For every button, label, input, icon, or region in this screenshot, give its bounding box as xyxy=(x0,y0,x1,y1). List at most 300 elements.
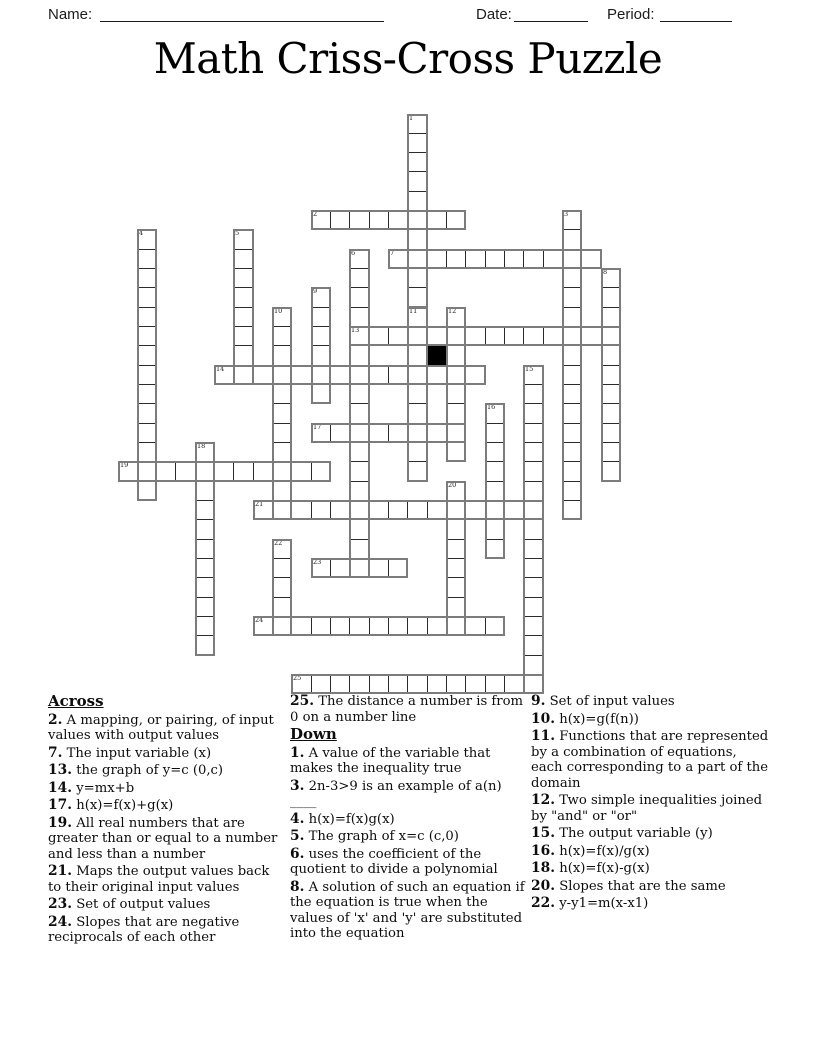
grid-cell[interactable] xyxy=(195,616,215,636)
grid-cell[interactable] xyxy=(407,191,428,211)
grid-cell[interactable] xyxy=(272,442,292,462)
clue-1: 1. A value of the variable that makes the inequality true xyxy=(290,744,491,776)
clue-23: 23. Set of output values xyxy=(48,896,211,912)
grid-cell[interactable] xyxy=(195,539,215,559)
grid-cell[interactable] xyxy=(330,674,350,694)
grid-cell[interactable] xyxy=(562,500,582,520)
clue-19: 19. All real numbers that are greater than or equal to a number and less than a number xyxy=(48,814,278,862)
across-section-header: Across xyxy=(48,692,104,710)
grid-cell[interactable] xyxy=(195,461,215,482)
grid-cell[interactable] xyxy=(523,616,544,636)
grid-cell[interactable] xyxy=(272,384,292,404)
clue-6: 6. uses the coefficient of the quotient to divide a polynomial xyxy=(290,845,498,877)
grid-cell[interactable] xyxy=(407,210,428,230)
grid-cell[interactable] xyxy=(485,461,505,482)
grid-cell[interactable] xyxy=(465,500,486,520)
grid-cell[interactable] xyxy=(388,423,408,443)
grid-cell[interactable] xyxy=(311,384,331,404)
grid-cell[interactable] xyxy=(369,326,389,346)
grid-cell[interactable] xyxy=(388,365,408,385)
grid-cell[interactable] xyxy=(427,674,447,694)
grid-cell[interactable] xyxy=(407,133,428,153)
grid-cell[interactable] xyxy=(214,461,234,482)
grid-cell[interactable] xyxy=(427,616,447,636)
clue-column-3 xyxy=(531,694,769,914)
grid-cell[interactable] xyxy=(118,461,138,482)
grid-cell[interactable] xyxy=(311,365,331,385)
grid-cell[interactable] xyxy=(523,655,544,675)
grid-cell[interactable] xyxy=(523,577,544,598)
grid-cell[interactable] xyxy=(195,500,215,520)
clue-number-label: 6 xyxy=(351,249,356,257)
grid-cell[interactable] xyxy=(330,500,350,520)
grid-cell[interactable] xyxy=(349,558,370,578)
grid-cell[interactable] xyxy=(272,307,292,327)
grid-cell[interactable] xyxy=(446,326,466,346)
grid-cell[interactable] xyxy=(388,558,408,578)
grid-cell[interactable] xyxy=(562,210,582,230)
grid-cell[interactable] xyxy=(349,616,370,636)
clue-13: 13. the graph of y=c (0,c) xyxy=(48,762,224,778)
clue-number-label: 24 xyxy=(255,616,264,624)
grid-cell[interactable] xyxy=(272,403,292,424)
grid-cell[interactable] xyxy=(233,345,254,366)
clue-16: 16. h(x)=f(x)/g(x) xyxy=(531,842,650,859)
grid-cell[interactable] xyxy=(233,461,254,482)
clue-number-label: 16 xyxy=(487,403,496,411)
grid-cell[interactable] xyxy=(272,500,292,520)
grid-cell[interactable] xyxy=(523,326,544,346)
grid-cell[interactable] xyxy=(137,249,157,269)
grid-cell[interactable] xyxy=(407,114,428,134)
grid-cell[interactable] xyxy=(523,461,544,482)
grid-cell[interactable] xyxy=(446,519,466,540)
grid-cell[interactable] xyxy=(311,500,331,520)
date-label: Date: xyxy=(476,6,512,23)
grid-cell[interactable] xyxy=(330,210,350,230)
grid-cell[interactable] xyxy=(427,210,447,230)
clue-number-label: 23 xyxy=(313,558,322,566)
grid-cell[interactable] xyxy=(388,674,408,694)
grid-cell[interactable] xyxy=(601,461,621,482)
grid-cell[interactable] xyxy=(446,345,466,366)
grid-cell[interactable] xyxy=(311,287,331,308)
grid-cell[interactable] xyxy=(349,249,370,269)
grid-cell[interactable] xyxy=(291,674,312,694)
grid-cell[interactable] xyxy=(272,345,292,366)
grid-cell[interactable] xyxy=(349,423,370,443)
grid-cell[interactable] xyxy=(407,616,428,636)
grid-cell[interactable] xyxy=(349,365,370,385)
grid-cell[interactable] xyxy=(407,229,428,250)
grid-cell[interactable] xyxy=(407,403,428,424)
clue-number-label: 17 xyxy=(313,423,322,431)
grid-cell[interactable] xyxy=(562,403,582,424)
grid-cell[interactable] xyxy=(330,365,350,385)
grid-cell[interactable] xyxy=(407,500,428,520)
grid-cell[interactable] xyxy=(407,326,428,346)
grid-cell[interactable] xyxy=(233,229,254,250)
grid-cell[interactable] xyxy=(601,442,621,462)
grid-cell[interactable] xyxy=(195,558,215,578)
grid-cell[interactable] xyxy=(272,558,292,578)
grid-cell[interactable] xyxy=(369,674,389,694)
grid-cell[interactable] xyxy=(388,210,408,230)
grid-cell[interactable] xyxy=(349,287,370,308)
clue-number-label: 20 xyxy=(448,481,457,489)
grid-cell[interactable] xyxy=(465,616,486,636)
grid-cell[interactable] xyxy=(349,384,370,404)
clue-column-1 xyxy=(48,694,286,948)
grid-cell[interactable] xyxy=(407,365,428,385)
grid-cell[interactable] xyxy=(291,461,312,482)
grid-cell[interactable] xyxy=(446,577,466,598)
grid-cell[interactable] xyxy=(388,249,408,269)
clue-number-label: 22 xyxy=(274,539,283,547)
grid-cell[interactable] xyxy=(330,423,350,443)
grid-cell[interactable] xyxy=(407,287,428,308)
grid-cell[interactable] xyxy=(523,519,544,540)
grid-cell[interactable] xyxy=(562,384,582,404)
clue-number-label: 14 xyxy=(216,365,225,373)
grid-cell[interactable] xyxy=(369,616,389,636)
grid-cell[interactable] xyxy=(601,287,621,308)
grid-cell[interactable] xyxy=(601,345,621,366)
grid-cell[interactable] xyxy=(369,558,389,578)
grid-cell[interactable] xyxy=(233,249,254,269)
grid-cell[interactable] xyxy=(427,423,447,443)
grid-cell[interactable] xyxy=(407,423,428,443)
grid-cell[interactable] xyxy=(427,326,447,346)
grid-cell[interactable] xyxy=(311,326,331,346)
grid-cell[interactable] xyxy=(601,307,621,327)
grid-cell[interactable] xyxy=(349,345,370,366)
grid-cell[interactable] xyxy=(543,326,563,346)
grid-cell[interactable] xyxy=(427,500,447,520)
grid-cell[interactable] xyxy=(446,597,466,617)
grid-cell[interactable] xyxy=(349,481,370,501)
grid-cell[interactable] xyxy=(233,326,254,346)
grid-cell[interactable] xyxy=(427,365,447,385)
clue-number-label: 10 xyxy=(274,307,283,315)
grid-cell[interactable] xyxy=(446,249,466,269)
grid-cell[interactable] xyxy=(407,171,428,192)
grid-cell[interactable] xyxy=(272,423,292,443)
grid-cell[interactable] xyxy=(349,442,370,462)
grid-cell[interactable] xyxy=(137,326,157,346)
grid-cell[interactable] xyxy=(523,365,544,385)
grid-cell[interactable] xyxy=(485,616,505,636)
grid-cell[interactable] xyxy=(485,539,505,559)
grid-cell[interactable] xyxy=(311,307,331,327)
grid-cell[interactable] xyxy=(272,616,292,636)
grid-cell[interactable] xyxy=(485,442,505,462)
clue-number-label: 4 xyxy=(139,229,144,237)
grid-cell[interactable] xyxy=(523,674,544,694)
grid-cell[interactable] xyxy=(562,442,582,462)
grid-cell[interactable] xyxy=(349,500,370,520)
grid-cell[interactable] xyxy=(349,539,370,559)
grid-cell[interactable] xyxy=(388,616,408,636)
grid-cell[interactable] xyxy=(446,423,466,443)
grid-cell[interactable] xyxy=(407,268,428,288)
grid-cell[interactable] xyxy=(137,229,157,250)
grid-cell[interactable] xyxy=(465,326,486,346)
grid-cell[interactable] xyxy=(446,442,466,462)
grid-cell[interactable] xyxy=(137,365,157,385)
clue-number-label: 13 xyxy=(351,326,360,334)
clue-number-label: 15 xyxy=(525,365,534,373)
grid-cell[interactable] xyxy=(407,461,428,482)
grid-cell[interactable] xyxy=(253,616,273,636)
clue-5: 5. The graph of x=c (c,0) xyxy=(290,828,459,844)
grid-cell[interactable] xyxy=(388,326,408,346)
page-title: Math Criss-Cross Puzzle xyxy=(153,34,663,83)
grid-cell[interactable] xyxy=(349,307,370,327)
grid-cell[interactable] xyxy=(446,616,466,636)
grid-cell[interactable] xyxy=(137,403,157,424)
grid-cell[interactable] xyxy=(485,423,505,443)
grid-cell[interactable] xyxy=(446,500,466,520)
clue-7: 7. The input variable (x) xyxy=(48,744,212,761)
clue-9: 9. Set of input values xyxy=(531,693,675,709)
clue-12: 12. Two simple inequalities joined by "and" or "or" xyxy=(531,792,763,824)
grid-cell[interactable] xyxy=(407,384,428,404)
grid-cell[interactable] xyxy=(311,558,331,578)
period-label: Period: xyxy=(607,6,655,23)
grid-cell[interactable] xyxy=(253,461,273,482)
grid-cell[interactable] xyxy=(272,365,292,385)
grid-cell[interactable] xyxy=(291,500,312,520)
grid-cell[interactable] xyxy=(446,365,466,385)
grid-cell[interactable] xyxy=(137,287,157,308)
grid-cell[interactable] xyxy=(253,365,273,385)
grid-cell[interactable] xyxy=(562,249,582,269)
grid-cell[interactable] xyxy=(485,519,505,540)
grid-cell[interactable] xyxy=(465,365,486,385)
grid-cell[interactable] xyxy=(349,268,370,288)
clue-8: 8. A solution of such an equation if the equation is true when the values of 'x' and 'y' are substituted into the equation xyxy=(290,878,525,941)
grid-cell[interactable] xyxy=(349,326,370,346)
grid-cell[interactable] xyxy=(407,442,428,462)
grid-cell[interactable] xyxy=(562,287,582,308)
grid-cell[interactable] xyxy=(427,249,447,269)
clue-number-label: 9 xyxy=(313,287,318,295)
grid-cell[interactable] xyxy=(291,616,312,636)
grid-black-cell xyxy=(427,345,447,366)
grid-cell[interactable] xyxy=(543,249,563,269)
grid-cell[interactable] xyxy=(562,268,582,288)
grid-cell[interactable] xyxy=(272,326,292,346)
clue-number-label: 12 xyxy=(448,307,457,315)
clue-number-label: 7 xyxy=(390,249,395,257)
grid-cell[interactable] xyxy=(407,674,428,694)
grid-cell[interactable] xyxy=(446,539,466,559)
grid-cell[interactable] xyxy=(175,461,196,482)
clue-22: 22. y-y1=m(x-x1) xyxy=(531,895,649,911)
grid-cell[interactable] xyxy=(272,597,292,617)
grid-cell[interactable] xyxy=(523,249,544,269)
grid-cell[interactable] xyxy=(523,597,544,617)
grid-cell[interactable] xyxy=(485,403,505,424)
grid-cell[interactable] xyxy=(330,558,350,578)
grid-cell[interactable] xyxy=(137,442,157,462)
grid-cell[interactable] xyxy=(485,481,505,501)
grid-cell[interactable] xyxy=(233,268,254,288)
grid-cell[interactable] xyxy=(311,674,331,694)
grid-cell[interactable] xyxy=(523,500,544,520)
clue-18: 18. h(x)=f(x)-g(x) xyxy=(531,860,650,876)
grid-cell[interactable] xyxy=(562,461,582,482)
grid-cell[interactable] xyxy=(523,384,544,404)
grid-cell[interactable] xyxy=(446,210,466,230)
grid-cell[interactable] xyxy=(485,326,505,346)
grid-cell[interactable] xyxy=(137,307,157,327)
clue-3: 3. 2n-3>9 is an example of a(n) ____ xyxy=(290,777,502,809)
grid-cell[interactable] xyxy=(523,423,544,443)
grid-cell[interactable] xyxy=(195,442,215,462)
grid-cell[interactable] xyxy=(562,326,582,346)
grid-cell[interactable] xyxy=(601,365,621,385)
grid-cell[interactable] xyxy=(137,345,157,366)
clue-2: 2. A mapping, or pairing, of input values with output values xyxy=(48,711,274,743)
grid-cell[interactable] xyxy=(407,152,428,172)
grid-cell[interactable] xyxy=(601,384,621,404)
grid-cell[interactable] xyxy=(349,210,370,230)
grid-cell[interactable] xyxy=(601,268,621,288)
grid-cell[interactable] xyxy=(562,365,582,385)
grid-cell[interactable] xyxy=(465,249,486,269)
clue-number-label: 18 xyxy=(197,442,206,450)
clue-24: 24. Slopes that are negative reciprocals of each other xyxy=(48,913,240,945)
grid-cell[interactable] xyxy=(291,365,312,385)
grid-cell[interactable] xyxy=(581,326,602,346)
grid-cell[interactable] xyxy=(349,403,370,424)
grid-cell[interactable] xyxy=(233,287,254,308)
grid-cell[interactable] xyxy=(137,384,157,404)
clue-number-label: 1 xyxy=(409,114,414,122)
grid-cell[interactable] xyxy=(523,442,544,462)
clue-number-label: 3 xyxy=(564,210,569,218)
clue-column-2 xyxy=(290,694,528,944)
clue-number-label: 19 xyxy=(120,461,129,469)
clue-number-label: 21 xyxy=(255,500,264,508)
grid-cell[interactable] xyxy=(137,481,157,501)
grid-cell[interactable] xyxy=(195,597,215,617)
grid-cell[interactable] xyxy=(562,423,582,443)
clue-10: 10. h(x)=g(f(n)) xyxy=(531,710,639,727)
grid-cell[interactable] xyxy=(311,345,331,366)
grid-cell[interactable] xyxy=(311,461,331,482)
grid-cell[interactable] xyxy=(407,307,428,327)
clue-number-label: 2 xyxy=(313,210,318,218)
grid-cell[interactable] xyxy=(446,481,466,501)
grid-cell[interactable] xyxy=(523,635,544,656)
grid-cell[interactable] xyxy=(562,229,582,250)
grid-cell[interactable] xyxy=(137,423,157,443)
grid-cell[interactable] xyxy=(195,577,215,598)
grid-cell[interactable] xyxy=(272,461,292,482)
clue-25: 25. The distance a number is from 0 on a number line xyxy=(290,693,524,725)
grid-cell[interactable] xyxy=(349,519,370,540)
clue-number-label: 5 xyxy=(235,229,240,237)
grid-cell[interactable] xyxy=(137,268,157,288)
grid-cell[interactable] xyxy=(407,345,428,366)
grid-cell[interactable] xyxy=(311,210,331,230)
grid-cell[interactable] xyxy=(272,481,292,501)
grid-cell[interactable] xyxy=(504,326,524,346)
clue-14: 14. y=mx+b xyxy=(48,779,135,796)
clue-number-label: 11 xyxy=(409,307,418,315)
clue-20: 20. Slopes that are the same xyxy=(531,877,726,894)
grid-cell[interactable] xyxy=(195,519,215,540)
clue-17: 17. h(x)=f(x)+g(x) xyxy=(48,797,174,813)
grid-cell[interactable] xyxy=(349,674,370,694)
grid-cell[interactable] xyxy=(369,365,389,385)
grid-cell[interactable] xyxy=(233,365,254,385)
grid-cell[interactable] xyxy=(311,423,331,443)
grid-cell[interactable] xyxy=(446,403,466,424)
clue-number-label: 25 xyxy=(293,674,302,682)
grid-cell[interactable] xyxy=(485,674,505,694)
grid-cell[interactable] xyxy=(330,616,350,636)
grid-cell[interactable] xyxy=(272,577,292,598)
clue-4: 4. h(x)=f(x)g(x) xyxy=(290,810,395,827)
grid-cell[interactable] xyxy=(349,461,370,482)
grid-cell[interactable] xyxy=(523,481,544,501)
grid-cell[interactable] xyxy=(233,307,254,327)
grid-cell[interactable] xyxy=(137,461,157,482)
grid-cell[interactable] xyxy=(562,481,582,501)
grid-cell[interactable] xyxy=(601,326,621,346)
grid-cell[interactable] xyxy=(601,403,621,424)
grid-cell[interactable] xyxy=(369,423,389,443)
grid-cell[interactable] xyxy=(562,307,582,327)
grid-cell[interactable] xyxy=(369,500,389,520)
grid-cell[interactable] xyxy=(195,481,215,501)
grid-cell[interactable] xyxy=(311,616,331,636)
clue-number-label: 8 xyxy=(603,268,608,276)
grid-cell[interactable] xyxy=(156,461,176,482)
grid-cell[interactable] xyxy=(601,423,621,443)
grid-cell[interactable] xyxy=(272,539,292,559)
clue-21: 21. Maps the output values back to their original input values xyxy=(48,863,270,895)
grid-cell[interactable] xyxy=(446,674,466,694)
grid-cell[interactable] xyxy=(523,558,544,578)
down-section-header: Down xyxy=(290,725,337,743)
grid-cell[interactable] xyxy=(195,635,215,656)
grid-cell[interactable] xyxy=(523,539,544,559)
grid-cell[interactable] xyxy=(369,210,389,230)
grid-cell[interactable] xyxy=(523,403,544,424)
grid-cell[interactable] xyxy=(504,249,524,269)
grid-cell[interactable] xyxy=(214,365,234,385)
grid-cell[interactable] xyxy=(446,384,466,404)
grid-cell[interactable] xyxy=(446,307,466,327)
grid-cell[interactable] xyxy=(485,249,505,269)
grid-cell[interactable] xyxy=(504,674,524,694)
clue-11: 11. Functions that are represented by a combination of equations, each corresponding to a part of the domain xyxy=(531,728,769,791)
grid-cell[interactable] xyxy=(485,500,505,520)
grid-cell[interactable] xyxy=(446,558,466,578)
grid-cell[interactable] xyxy=(407,249,428,269)
grid-cell[interactable] xyxy=(388,500,408,520)
grid-cell[interactable] xyxy=(562,345,582,366)
grid-cell[interactable] xyxy=(504,500,524,520)
grid-cell[interactable] xyxy=(581,249,602,269)
grid-cell[interactable] xyxy=(465,674,486,694)
grid-cell[interactable] xyxy=(253,500,273,520)
